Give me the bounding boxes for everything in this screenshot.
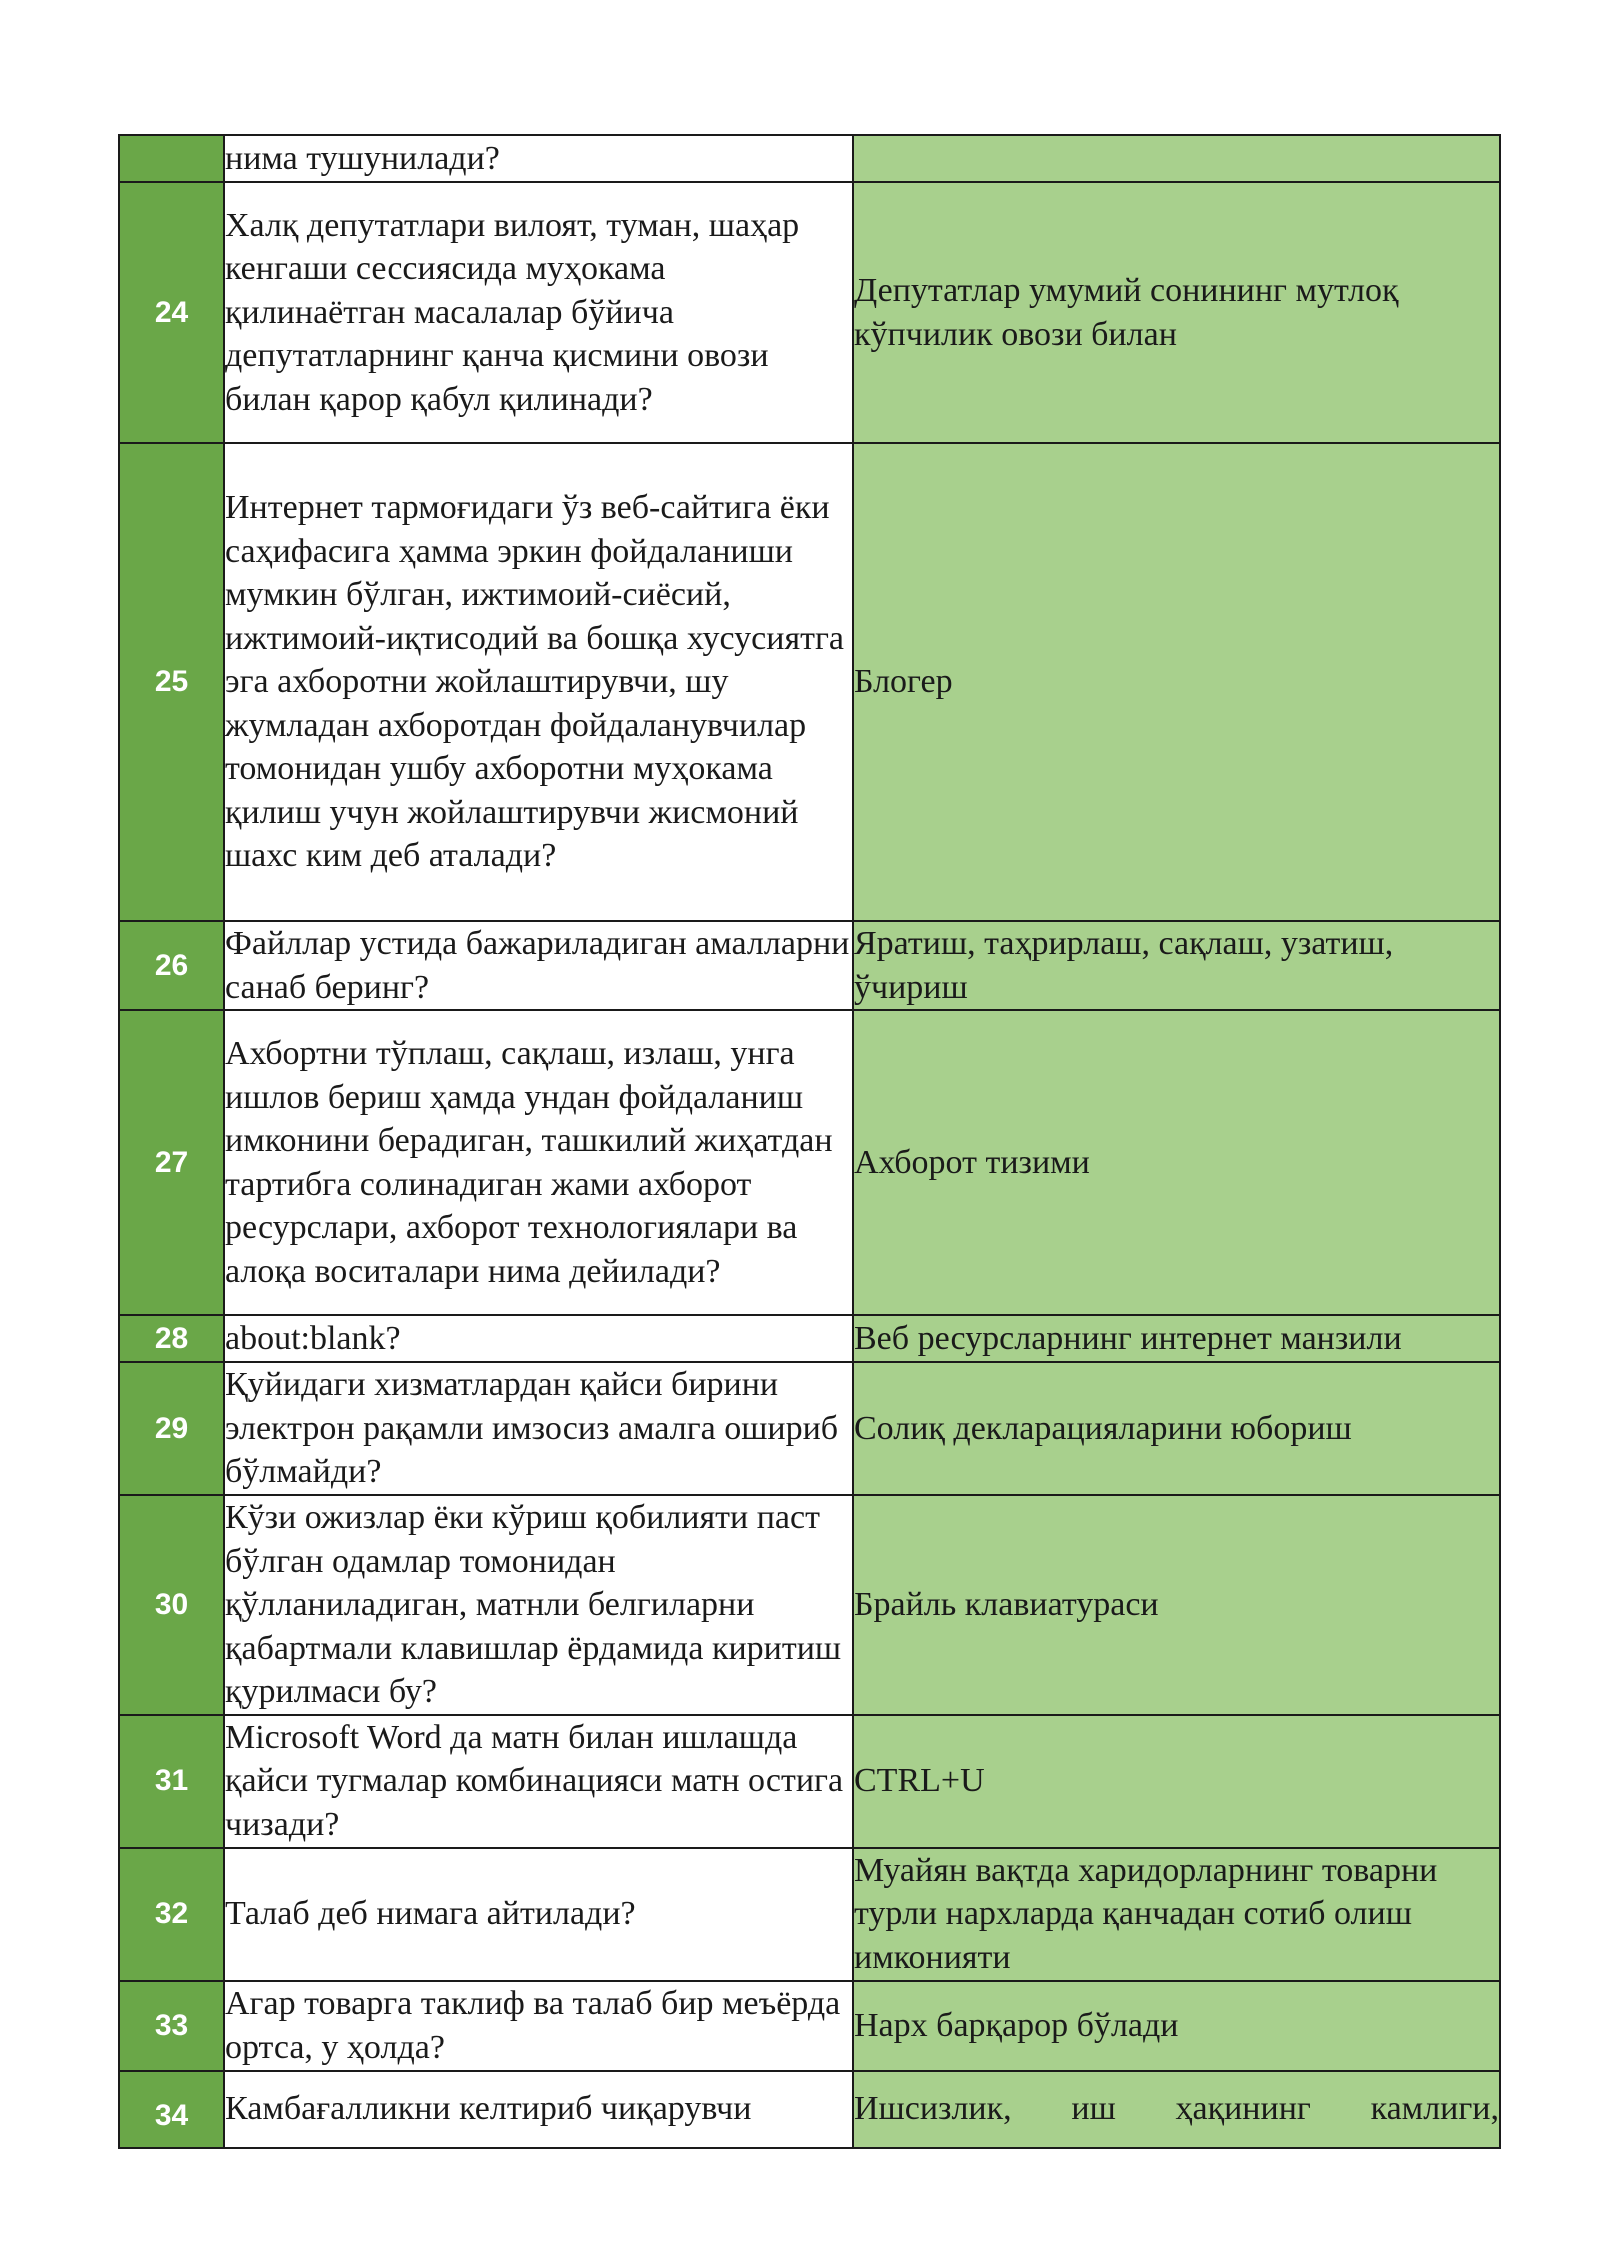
table-row: [119, 1495, 1500, 1715]
question-cell: Халқ депутатлари вилоят, туман, шаҳар кенгаши сессиясида муҳокама қилинаётган масалалар бўйича депутатларнинг қанча қисмини овози билан қарор қабул қилинади?: [224, 182, 853, 443]
row-number: 25: [119, 443, 224, 921]
answer-cell: Муайян вақтда харидорларнинг товарни турли нархларда қанчадан сотиб олиш имконияти: [853, 1848, 1500, 1981]
question-cell: Файллар устида бажариладиган амалларни санаб беринг?: [224, 921, 853, 1010]
question-cell: Камбағалликни келтириб чиқарувчи: [224, 2071, 853, 2148]
row-number: 31: [119, 1715, 224, 1848]
row-number: [119, 135, 224, 182]
answer-cell: Депутатлар умумий сонининг мутлоқ кўпчилик овози билан: [853, 182, 1500, 443]
row-number: 28: [119, 1315, 224, 1362]
row-number: 27: [119, 1010, 224, 1315]
answer-cell: Брайль клавиатураси: [853, 1495, 1500, 1715]
table-row: [119, 921, 1500, 1010]
row-number: 32: [119, 1848, 224, 1981]
table-row: [119, 1981, 1500, 2071]
table-row: [119, 1362, 1500, 1495]
question-cell: Ахбортни тўплаш, сақлаш, излаш, унга ишлов бериш ҳамда ундан фойдаланиш имконини берадиган, ташкилий жиҳатдан тартибга солинадиган жами ахборот ресурслари, ахборот технологиялари ва алоқа воситалари нима дейилади?: [224, 1010, 853, 1315]
table-row: [119, 182, 1500, 443]
answer-cell: Солиқ декларацияларини юбориш: [853, 1362, 1500, 1495]
row-number: 29: [119, 1362, 224, 1495]
question-cell: Кўзи ожизлар ёки кўриш қобилияти паст бўлган одамлар томонидан қўлланиладиган, матнли белгиларни қабартмали клавишлар ёрдамида киритиш қурилмаси бу?: [224, 1495, 853, 1715]
row-number: 26: [119, 921, 224, 1010]
answer-cell: Ахборот тизими: [853, 1010, 1500, 1315]
table-row: [119, 1010, 1500, 1315]
row-number: 33: [119, 1981, 224, 2071]
answer-cell: Ишсизлик, иш ҳақининг камлиги,: [853, 2071, 1500, 2148]
answer-cell: [853, 135, 1500, 182]
questions-table: [118, 134, 1501, 2149]
question-cell: Талаб деб нимага айтилади?: [224, 1848, 853, 1981]
table-row: [119, 1715, 1500, 1848]
question-cell: Агар товарга таклиф ва талаб бир меъёрда ортса, у ҳолда?: [224, 1981, 853, 2071]
question-cell: Интернет тармоғидаги ўз веб-сайтига ёки саҳифасига ҳамма эркин фойдаланиши мумкин бўлган, ижтимоий-сиёсий, ижтимоий-иқтисодий ва бошқа хусусиятга эга ахборотни жойлаштирувчи, шу жумладан ахборотдан фойдаланувчилар томонидан ушбу ахборотни муҳокама қилиш учун жойлаштирувчи жисмоний шахс ким деб аталади?: [224, 443, 853, 921]
answer-cell: Яратиш, таҳрирлаш, сақлаш, узатиш, ўчириш: [853, 921, 1500, 1010]
table-row: [119, 2071, 1500, 2148]
row-number: 34: [119, 2071, 224, 2148]
table-row: [119, 135, 1500, 182]
table-row: [119, 443, 1500, 921]
row-number: 30: [119, 1495, 224, 1715]
table-row: [119, 1848, 1500, 1981]
row-number: 24: [119, 182, 224, 443]
answer-cell: Веб ресурсларнинг интернет манзили: [853, 1315, 1500, 1362]
answer-cell: CTRL+U: [853, 1715, 1500, 1848]
question-cell: нима тушунилади?: [224, 135, 853, 182]
question-cell: Microsoft Word да матн билан ишлашда қайси тугмалар комбинацияси матн остига чизади?: [224, 1715, 853, 1848]
table-row: [119, 1315, 1500, 1362]
question-cell: Қуйидаги хизматлардан қайси бирини электрон рақамли имзосиз амалга ошириб бўлмайди?: [224, 1362, 853, 1495]
answer-cell: Нарх барқарор бўлади: [853, 1981, 1500, 2071]
answer-cell: Блогер: [853, 443, 1500, 921]
question-cell: about:blank?: [224, 1315, 853, 1362]
